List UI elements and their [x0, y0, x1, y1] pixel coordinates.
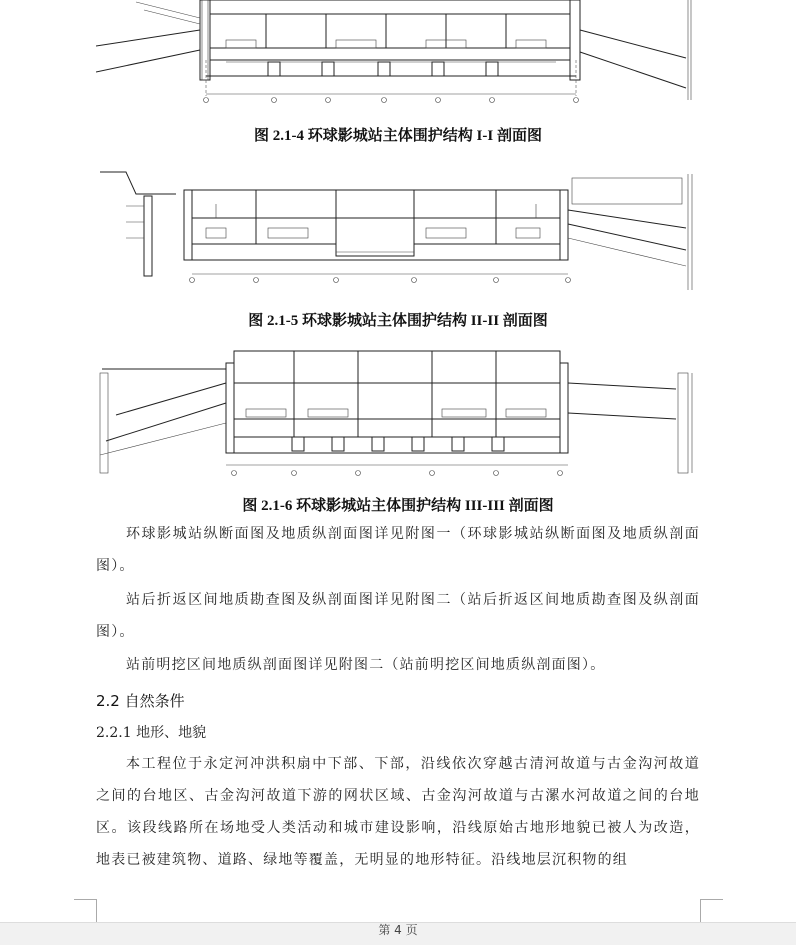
figure-caption: 图 2.1-6 环球影城站主体围护结构 III-III 剖面图 — [242, 498, 554, 514]
section-drawing-ii-ii — [96, 166, 700, 296]
paragraph: 站后折返区间地质勘查图及纵剖面图详见附图二（站后折返区间地质勘查图及纵剖面图）。 — [96, 592, 700, 640]
paragraph: 环球影城站纵断面图及地质纵剖面图详见附图一（环球影城站纵断面图及地质纵剖面图）。 — [96, 526, 700, 574]
figure-section-iii-iii — [96, 343, 700, 485]
section-heading: 2.2 自然条件 — [96, 692, 185, 710]
figure-caption: 图 2.1-4 环球影城站主体围护结构 I-I 剖面图 — [254, 128, 542, 144]
section-drawing-iii-iii — [96, 343, 700, 485]
figure-section-i-i — [96, 0, 700, 110]
paragraph: 本工程位于永定河冲洪积扇中下部、下部，沿线依次穿越古清河故道与古金沟河故道之间的台地区、古金沟河故道下游的网状区域、古金沟河故道与古漯水河故道之间的台地区。该段线路所在场地受人类活动和城市建设影响，沿线原始古地形地貌已被人为改造，地表已被建筑物、道路、绿地等覆盖，无明显的地形特征。沿线地层沉积物的组 — [96, 756, 700, 868]
crop-mark-left — [74, 899, 97, 922]
page-number: 第 4 页 — [378, 923, 418, 937]
figure-caption: 图 2.1-5 环球影城站主体围护结构 II-II 剖面图 — [248, 313, 548, 329]
paragraph: 站前明挖区间地质纵剖面图详见附图二（站前明挖区间地质纵剖面图）。 — [126, 657, 606, 673]
crop-mark-right — [700, 899, 723, 922]
subsection-heading: 2.2.1 地形、地貌 — [96, 725, 207, 741]
section-drawing-i-i — [96, 0, 700, 110]
figure-section-ii-ii — [96, 166, 700, 296]
